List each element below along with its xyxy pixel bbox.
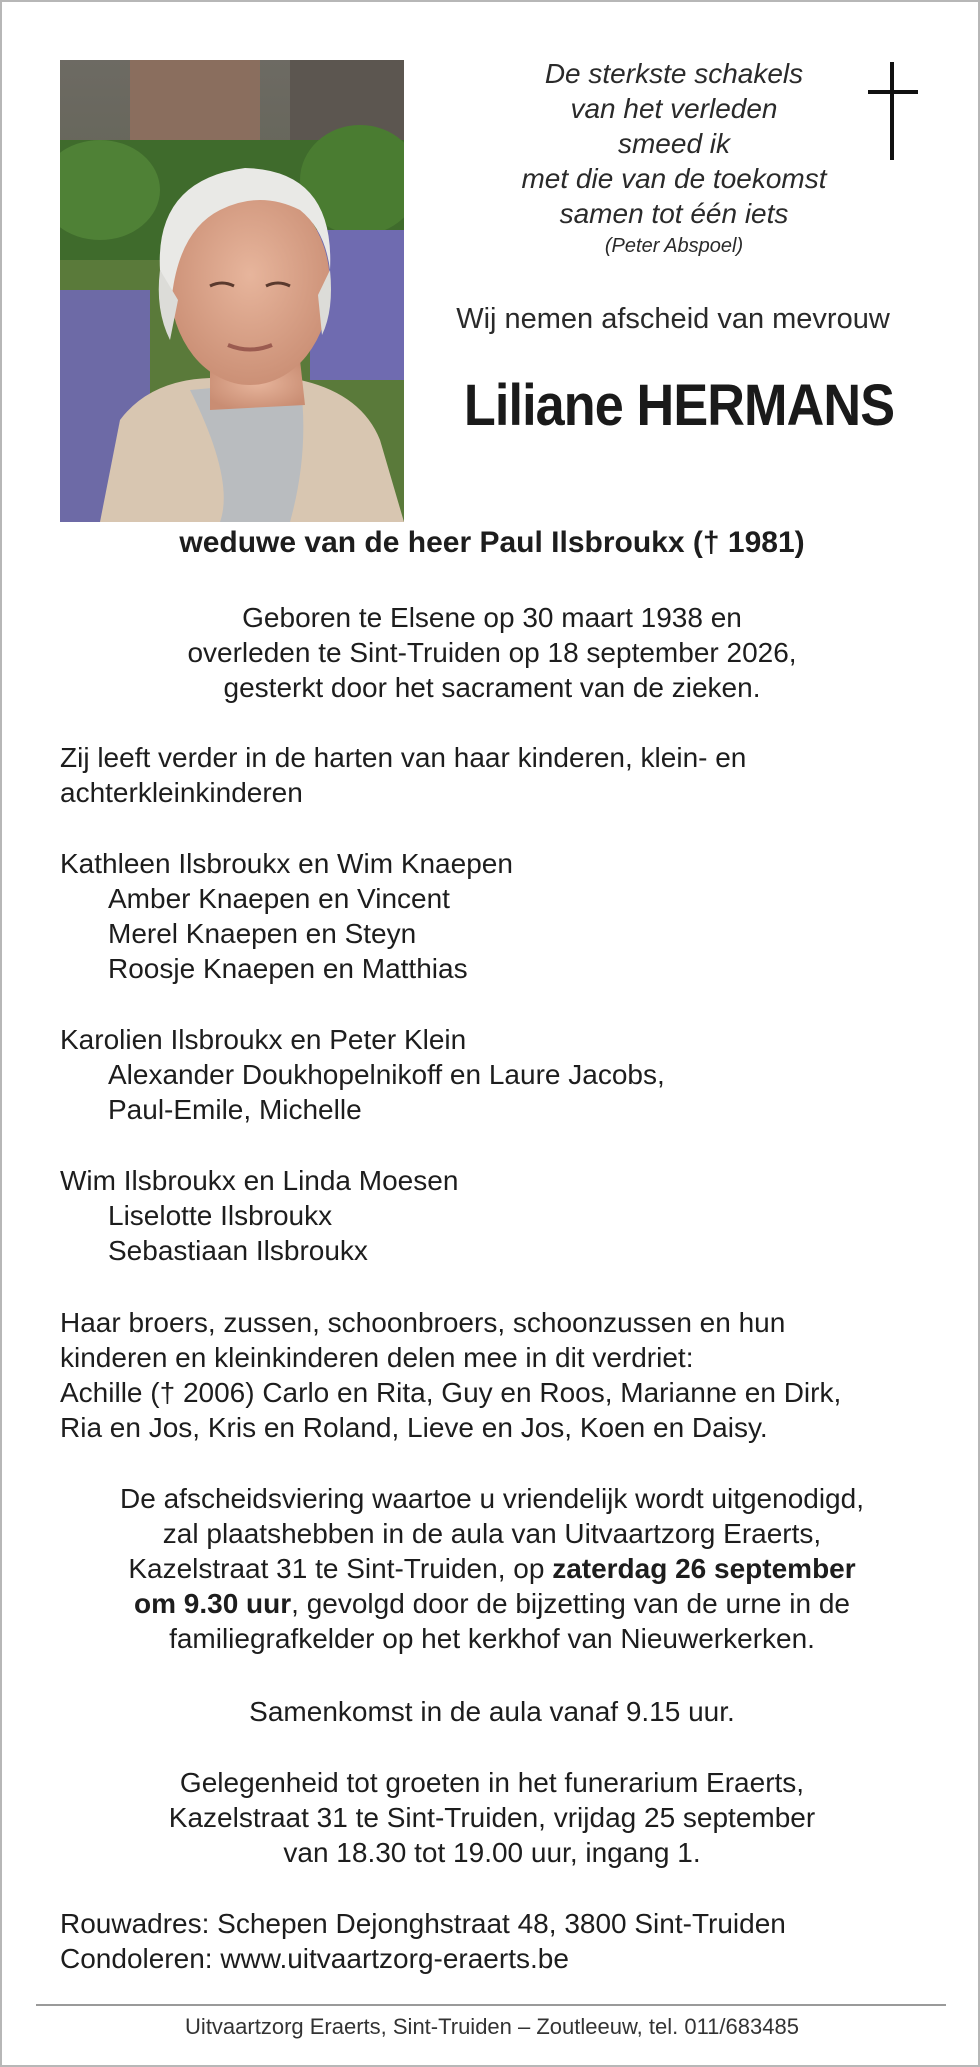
ceremony-date: zaterdag 26 september — [552, 1553, 856, 1584]
text-line: De afscheidsviering waartoe u vriendelijk wordt uitgenodigd, — [120, 1483, 864, 1514]
lives-on-text — [60, 740, 940, 810]
poem-line: van het verleden — [570, 93, 778, 124]
family-child: Amber Knaepen en Vincent — [108, 883, 450, 914]
ceremony-time: om 9.30 uur — [133, 1588, 292, 1619]
birth-death-info — [2, 600, 980, 705]
family-child: Liselotte Ilsbroukx — [108, 1200, 333, 1231]
family-child: Sebastiaan Ilsbroukx — [108, 1235, 368, 1266]
footer-divider — [36, 2004, 946, 2006]
poem-author: (Peter Abspoel) — [604, 235, 744, 257]
family-child: Alexander Doukhopelnikoff en Laure Jacobs, — [108, 1059, 665, 1090]
poem-line: smeed ik — [617, 128, 731, 159]
family-parent: Wim Ilsbroukx en Linda Moesen — [60, 1165, 459, 1196]
widow-line: weduwe van de heer Paul Ilsbroukx († 1981) — [179, 526, 805, 559]
family-parent: Karolien Ilsbroukx en Peter Klein — [60, 1024, 467, 1055]
text-line: zal plaatshebben in de aula van Uitvaartzorg Eraerts, — [162, 1518, 822, 1549]
condolence-website: Condoleren: www.uitvaartzorg-eraerts.be — [60, 1943, 569, 1974]
gathering-text: Samenkomst in de aula vanaf 9.15 uur. — [249, 1696, 735, 1727]
info-line: gesterkt door het sacrament van de zieken. — [223, 672, 761, 703]
footer-text: Uitvaartzorg Eraerts, Sint-Truiden – Zoutleeuw, tel. 011/683485 — [185, 2014, 799, 2039]
intro-text: Wij nemen afscheid van mevrouw — [456, 303, 890, 335]
siblings-text — [60, 1305, 940, 1445]
family-group — [60, 1163, 940, 1268]
deceased-name: Liliane HERMANS — [463, 373, 895, 438]
portrait-photo — [60, 60, 404, 522]
text-line — [42, 1586, 942, 1621]
info-line: overleden te Sint-Truiden op 18 september 2026, — [187, 637, 797, 668]
text-line — [42, 1551, 942, 1586]
text-line: Zij leeft verder in de harten van haar kinderen, klein- en — [60, 742, 747, 773]
text-line: familiegrafkelder op het kerkhof van Nieuwerkerken. — [169, 1623, 815, 1654]
text-line: Ria en Jos, Kris en Roland, Lieve en Jos, Koen en Daisy. — [60, 1412, 768, 1443]
text-line: achterkleinkinderen — [60, 777, 303, 808]
family-parent: Kathleen Ilsbroukx en Wim Knaepen — [60, 848, 513, 879]
text-segment: Kazelstraat 31 te Sint-Truiden, op — [128, 1553, 553, 1584]
family-group — [60, 846, 940, 986]
latin-cross-icon — [864, 62, 924, 162]
greeting-text — [42, 1765, 942, 1870]
text-line: Achille († 2006) Carlo en Rita, Guy en Roos, Marianne en Dirk, — [60, 1377, 842, 1408]
family-child: Roosje Knaepen en Matthias — [108, 953, 468, 984]
family-child: Merel Knaepen en Steyn — [108, 918, 417, 949]
text-line: Haar broers, zussen, schoonbroers, schoonzussen en hun — [60, 1307, 786, 1338]
poem — [472, 56, 876, 261]
ceremony-text — [42, 1481, 942, 1656]
text-segment: , gevolgd door de bijzetting van de urne in de — [291, 1588, 850, 1619]
family-group — [60, 1022, 940, 1127]
family-child: Paul-Emile, Michelle — [108, 1094, 362, 1125]
info-line: Geboren te Elsene op 30 maart 1938 en — [242, 602, 742, 633]
mourning-address: Rouwadres: Schepen Dejonghstraat 48, 3800 Sint-Truiden — [60, 1908, 786, 1939]
poem-line: De sterkste schakels — [544, 58, 804, 89]
text-line: kinderen en kleinkinderen delen mee in dit verdriet: — [60, 1342, 694, 1373]
text-line: Gelegenheid tot groeten in het funerarium Eraerts, — [179, 1767, 805, 1798]
text-line: van 18.30 tot 19.00 uur, ingang 1. — [283, 1837, 701, 1868]
text-line: Kazelstraat 31 te Sint-Truiden, vrijdag 25 september — [168, 1802, 816, 1833]
poem-line: met die van de toekomst — [521, 163, 827, 194]
poem-line: samen tot één iets — [559, 198, 789, 229]
contact-info — [60, 1906, 940, 1976]
